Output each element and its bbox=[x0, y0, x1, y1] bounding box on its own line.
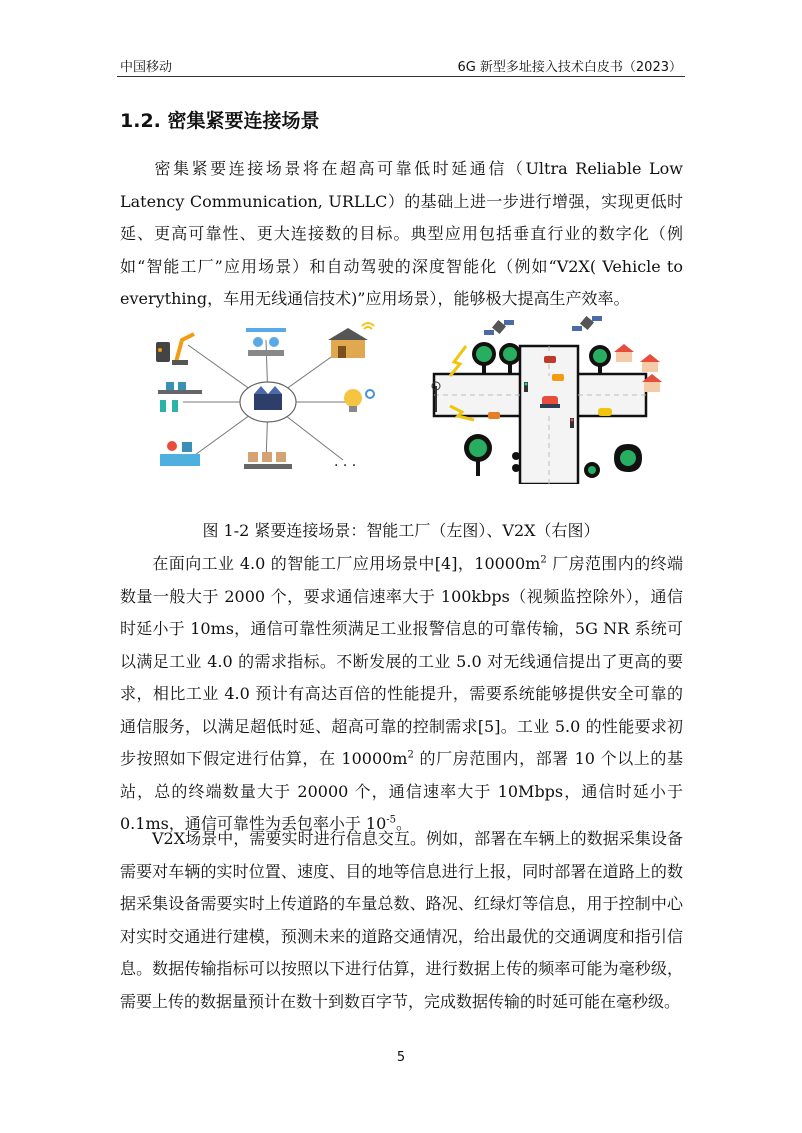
conveyor-icon bbox=[158, 382, 202, 412]
paragraph-industry bbox=[120, 548, 683, 841]
header-right: 6G 新型多址接入技术白皮书（2023） bbox=[457, 60, 682, 75]
lightbulb-gear-icon bbox=[344, 389, 374, 412]
paragraph-industry-s3: 的厂房范围内，部署 10 个以上的基站，总的终端数量大于 20000 个，通信速率大于 10Mbps，通信时延小于 0.1ms，通信可靠性为丢包率小于 10 bbox=[120, 749, 683, 833]
superscript-2: 2 bbox=[407, 749, 414, 761]
car-icon bbox=[540, 396, 560, 408]
robot-arm-icon bbox=[156, 334, 194, 365]
paragraph-industry-s2: 厂房范围内的终端数量一般大于 2000 个，要求通信速率大于 100kbps（视频监控除外），通信时延小于 10ms，通信可靠性须满足工业报警信息的可靠传输，5G NR 系统可以满足工业 4.0 的需求指标。不断发展的工业 5.0 对无线通信提出了更高的要求，相比工业 4.0 预计有高达百倍的性能提升，需要系统能够提供安全可靠的通信服务，以满足超低时延、超高可靠的控制需求[5]。工业 5.0 的性能要求初步按照如下假定进行估算，在 10000m bbox=[120, 554, 683, 768]
traffic-light-icon bbox=[570, 418, 574, 428]
section-title: 1.2. 密集紧要连接场景 bbox=[120, 110, 320, 132]
house-icon bbox=[640, 354, 660, 372]
satellite-icon bbox=[484, 320, 514, 335]
header-divider bbox=[117, 76, 685, 77]
signal-bolt-icon bbox=[450, 346, 466, 376]
paragraph-industry-s4: 。 bbox=[396, 814, 413, 833]
paragraph-intro-text: 密集紧要连接场景将在超高可靠低时延通信（Ultra Reliable Low Latency Communication, URLLC）的基础上进一步进行增强，实现更低时延、更高可靠性、更大连接数的目标。典型应用包括垂直行业的数字化（例如“智能工厂”应用场景）和自动驾驶的深度智能化（例如“V2X( Vehicle to everything，车用无线通信技术)”应用场景），能够极大提高生产效率。 bbox=[120, 159, 683, 308]
header-left: 中国移动 bbox=[120, 60, 173, 75]
car-icon bbox=[544, 356, 556, 363]
production-line-icon bbox=[160, 441, 200, 466]
paragraph-v2x-text: V2X场景中，需要实时进行信息交互。例如，部署在车辆上的数据采集设备需要对车辆的实时位置、速度、目的地等信息进行上报，同时部署在道路上的数据采集设备需要实时上传道路的车量总数、路况、红绿灯等信息，用于控制中心对实时交通进行建模，预测未来的道路交通情况，给出最优的交通调度和指引信息。数据传输指标可以按照以下进行估算，进行数据上传的频率可能为毫秒级，需要上传的数据量预计在数十到数百字节，完成数据传输的时延可能在毫秒级。 bbox=[120, 829, 683, 1011]
figure-ellipsis: . . . bbox=[334, 454, 357, 470]
house-icon bbox=[614, 344, 634, 362]
figure-caption: 图 1-2 紧要连接场景：智能工厂（左图）、V2X（右图） bbox=[202, 521, 600, 540]
car-icon bbox=[488, 412, 500, 419]
traffic-light-icon bbox=[524, 382, 528, 392]
paragraph-industry-s1: 在面向工业 4.0 的智能工厂应用场景中[4]，10000m bbox=[152, 554, 541, 573]
car-icon bbox=[552, 374, 564, 381]
paragraph-intro bbox=[120, 153, 683, 316]
smart-factory-figure bbox=[148, 320, 388, 480]
v2x-figure bbox=[428, 316, 664, 484]
car-icon bbox=[598, 408, 612, 416]
packaging-line-icon bbox=[244, 452, 292, 469]
paragraph-v2x bbox=[120, 823, 683, 1018]
page-number: 5 bbox=[396, 1050, 406, 1065]
satellite-icon bbox=[572, 316, 602, 331]
superscript-3: -5 bbox=[386, 814, 397, 826]
superscript-1: 2 bbox=[540, 554, 547, 566]
warehouse-wifi-icon bbox=[328, 323, 374, 358]
